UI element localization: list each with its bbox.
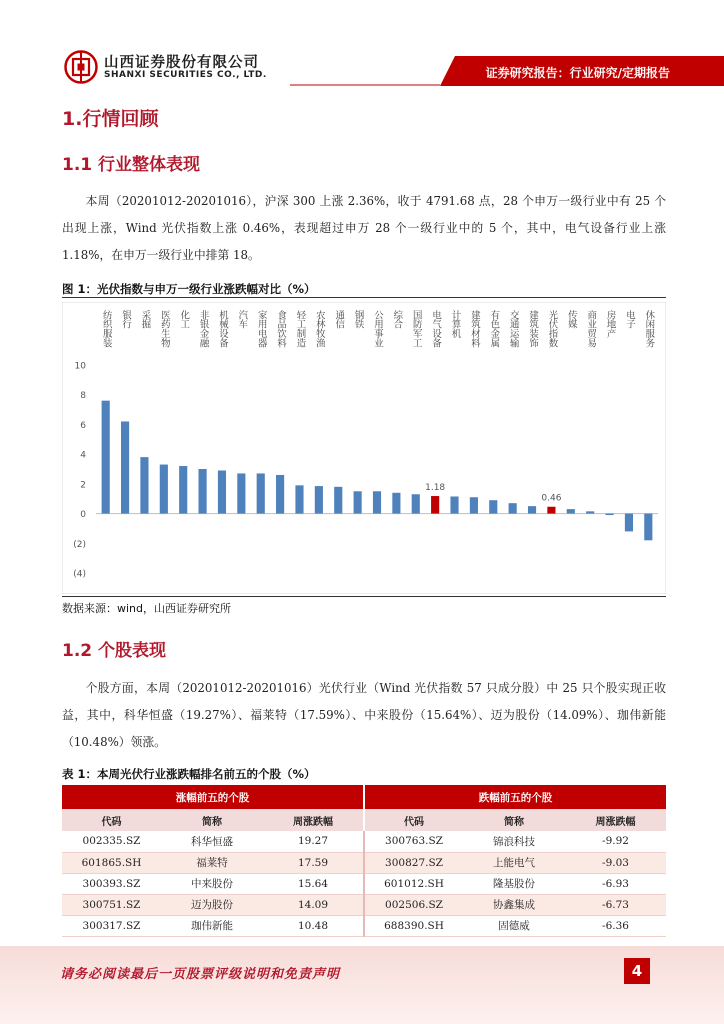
- category-label: 汽车: [236, 310, 248, 329]
- subsection-title-stocks: 1.2 个股表现: [62, 641, 167, 661]
- stock-change: -6.93: [565, 873, 666, 894]
- stock-code: 300751.SZ: [62, 894, 161, 915]
- chart-frame: [62, 302, 666, 594]
- bar-建筑材料: [470, 497, 478, 513]
- stock-change: -6.73: [565, 894, 666, 915]
- figure-top-rule: [62, 297, 666, 298]
- bar-钢铁: [354, 491, 362, 513]
- footer-band: [0, 946, 724, 1024]
- table-caption: 表 1：本周光伏行业涨跌幅排名前五的个股（%）: [62, 767, 316, 781]
- bar-电子: [625, 514, 633, 532]
- category-label: 房地产: [604, 310, 616, 339]
- y-tick-label: 10: [74, 361, 86, 372]
- stock-change: 17.59: [263, 852, 364, 873]
- bar-交通运输: [509, 503, 517, 513]
- category-label: 机械设备: [216, 310, 228, 348]
- stock-change: -9.92: [565, 831, 666, 852]
- stock-name: 福莱特: [161, 852, 263, 873]
- bar-公用事业: [373, 491, 381, 513]
- col-header-code: 代码: [364, 809, 463, 831]
- bar-国防军工: [412, 494, 420, 513]
- category-label: 传媒: [565, 310, 577, 329]
- top-movers-table: [62, 785, 666, 937]
- stock-code: 688390.SH: [364, 915, 463, 936]
- table-row: [62, 873, 666, 894]
- bar-轻工制造: [295, 485, 303, 513]
- category-label: 休闲服务: [643, 310, 655, 348]
- category-label: 计算机: [449, 310, 461, 339]
- category-label: 建筑材料: [468, 310, 480, 348]
- col-header-change: 周涨跌幅: [263, 809, 364, 831]
- stock-name: 协鑫集成: [463, 894, 565, 915]
- bar-汽车: [237, 473, 245, 513]
- stock-name: 隆基股份: [463, 873, 565, 894]
- stock-change: 14.09: [263, 894, 364, 915]
- category-label: 非银金融: [197, 310, 209, 348]
- bar-非银金融: [199, 469, 207, 514]
- stock-name: 锦浪科技: [463, 831, 565, 852]
- data-label-光伏指数: 0.46: [541, 493, 562, 504]
- stock-code: 601865.SH: [62, 852, 161, 873]
- y-tick-label: 2: [80, 480, 86, 491]
- figure-caption: 图 1：光伏指数与申万一级行业涨跌幅对比（%）: [62, 282, 316, 296]
- bar-休闲服务: [644, 514, 652, 541]
- bar-化工: [179, 466, 187, 514]
- bar-纺织服装: [102, 401, 110, 514]
- stock-change: 19.27: [263, 831, 364, 852]
- report-type-tag: 证券研究报告：行业研究/定期报告: [485, 66, 670, 80]
- bar-家用电器: [257, 473, 265, 513]
- bar-计算机: [450, 496, 458, 513]
- page-number: 4: [624, 958, 650, 984]
- category-label: 有色金属: [488, 310, 500, 348]
- bar-医药生物: [160, 465, 168, 514]
- bar-综合: [392, 493, 400, 514]
- category-label: 光伏指数: [546, 310, 558, 348]
- stock-name: 科华恒盛: [161, 831, 263, 852]
- table-row: [62, 852, 666, 873]
- category-label: 食品饮料: [275, 310, 287, 348]
- bar-有色金属: [489, 500, 497, 513]
- stock-change: 10.48: [263, 915, 364, 936]
- stock-code: 300317.SZ: [62, 915, 161, 936]
- bar-光伏指数: [547, 507, 555, 514]
- y-tick-label: (4): [73, 569, 86, 580]
- stock-change: 15.64: [263, 873, 364, 894]
- y-tick-label: (2): [73, 539, 86, 550]
- gainers-group-header: 涨幅前五的个股: [62, 785, 364, 809]
- category-label: 建筑装饰: [527, 310, 539, 348]
- col-header-name: 简称: [463, 809, 565, 831]
- bar-建筑装饰: [528, 506, 536, 513]
- bar-通信: [334, 487, 342, 514]
- footer-disclaimer: 请务必阅读最后一页股票评级说明和免责声明: [60, 967, 341, 982]
- stock-code: 002335.SZ: [62, 831, 161, 852]
- chart-canvas: [62, 302, 666, 594]
- category-label: 医药生物: [158, 310, 170, 348]
- bar-电气设备: [431, 496, 439, 514]
- stock-code: 300393.SZ: [62, 873, 161, 894]
- figure-bottom-rule: [62, 596, 666, 597]
- industry-paragraph: 本周（20201012-20201016），沪深 300 上涨 2.36%，收于 4791.68 点，28 个申万一级行业中有 25 个出现上涨，Wind 光伏指数上涨 0.46%，表现超过申万 28 个一级行业中的 5 个，其中，电气设备行业上涨 1.18%，在申万一级行业中排第 18。: [62, 194, 666, 262]
- col-header-name: 简称: [161, 809, 263, 831]
- table-row: [62, 915, 666, 936]
- category-label: 钢铁: [352, 310, 364, 329]
- category-label: 交通运输: [507, 310, 519, 348]
- col-header-code: 代码: [62, 809, 161, 831]
- stock-name: 珈伟新能: [161, 915, 263, 936]
- stock-change: -6.36: [565, 915, 666, 936]
- y-tick-label: 6: [80, 420, 86, 431]
- category-label: 通信: [333, 310, 345, 329]
- category-label: 公用事业: [372, 310, 383, 348]
- stock-name: 迈为股份: [161, 894, 263, 915]
- y-tick-label: 4: [80, 450, 86, 461]
- bar-食品饮料: [276, 475, 284, 514]
- subsection-title-industry: 1.1 行业整体表现: [62, 155, 201, 175]
- category-label: 电子: [623, 310, 635, 329]
- category-label: 商业贸易: [585, 310, 597, 348]
- industry-bar-chart: [62, 302, 666, 594]
- data-label-电气设备: 1.18: [425, 483, 446, 494]
- category-label: 综合: [391, 310, 403, 329]
- bar-商业贸易: [586, 511, 594, 513]
- category-label: 采掘: [139, 310, 151, 329]
- stock-name: 中来股份: [161, 873, 263, 894]
- category-label: 银行: [120, 310, 132, 329]
- category-label: 农林牧渔: [313, 310, 325, 348]
- table-row: [62, 894, 666, 915]
- bar-采掘: [140, 457, 148, 513]
- category-label: 纺织服装: [100, 310, 112, 348]
- top-movers-table-container: [62, 785, 666, 937]
- stock-code: 300827.SZ: [364, 852, 463, 873]
- bar-房地产: [605, 514, 613, 515]
- stock-name: 固德威: [463, 915, 565, 936]
- stock-change: -9.03: [565, 852, 666, 873]
- bar-传媒: [567, 509, 575, 513]
- category-label: 电气设备: [430, 310, 442, 348]
- company-name-cn: 山西证券股份有限公司: [104, 55, 259, 71]
- stocks-paragraph: 个股方面，本周（20201012-20201016）光伏行业（Wind 光伏指数 57 只成分股）中 25 只个股实现正收益，其中，科华恒盛（19.27%）、福莱特（17.59%）、中来股份（15.64%）、迈为股份（14.09%）、珈伟新能（10.48%）领涨。: [62, 681, 666, 749]
- table-row: [62, 831, 666, 852]
- stock-code: 601012.SH: [364, 873, 463, 894]
- category-label: 家用电器: [255, 310, 267, 348]
- bar-机械设备: [218, 470, 226, 513]
- stock-code: 300763.SZ: [364, 831, 463, 852]
- category-label: 化工: [178, 310, 190, 329]
- category-label: 国防军工: [410, 310, 422, 348]
- losers-group-header: 跌幅前五的个股: [364, 785, 666, 809]
- bar-银行: [121, 421, 129, 513]
- page-header: [0, 0, 724, 92]
- company-name-en: SHANXI SECURITIES CO., LTD.: [104, 70, 267, 80]
- figure-source: 数据来源：wind，山西证券研究所: [62, 602, 232, 615]
- y-tick-label: 8: [80, 391, 86, 402]
- bar-农林牧渔: [315, 486, 323, 513]
- section-title: 1.行情回顾: [62, 108, 159, 130]
- col-header-change: 周涨跌幅: [565, 809, 666, 831]
- y-tick-label: 0: [80, 510, 86, 521]
- stock-name: 上能电气: [463, 852, 565, 873]
- stock-code: 002506.SZ: [364, 894, 463, 915]
- category-label: 轻工制造: [294, 310, 306, 348]
